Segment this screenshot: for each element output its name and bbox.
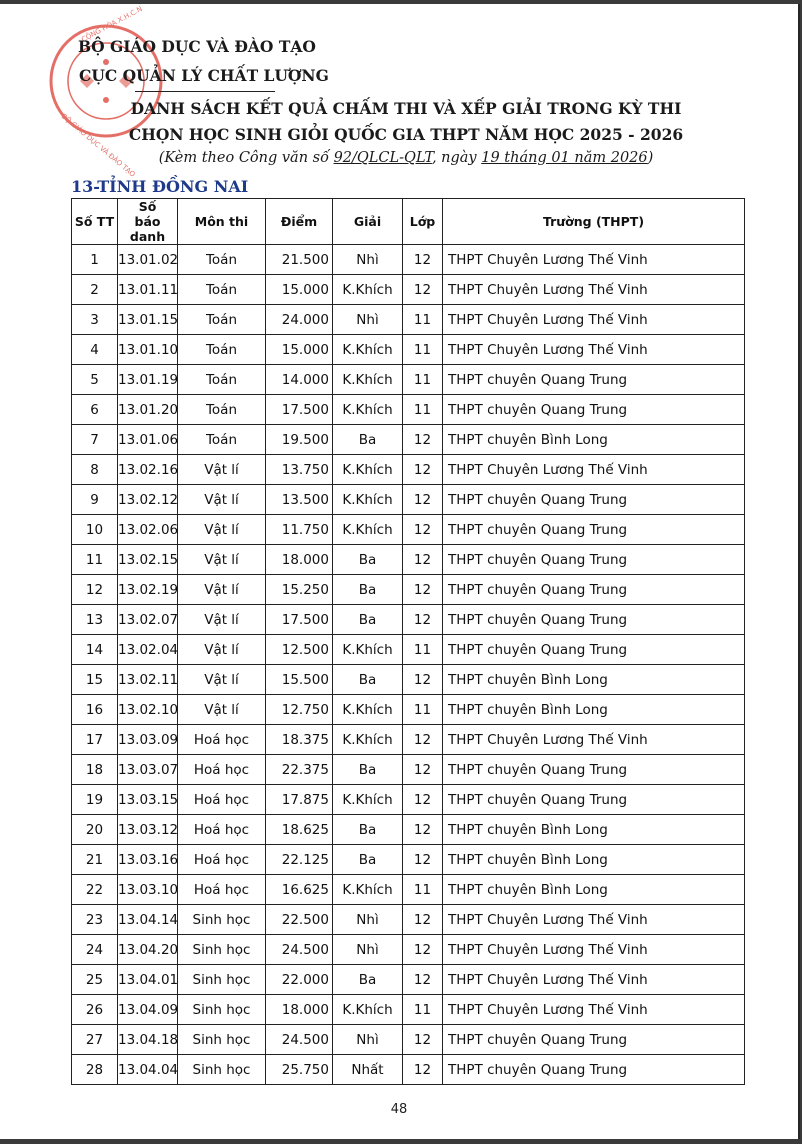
table-row: [72, 965, 745, 995]
cell-award: K.Khích: [333, 275, 403, 305]
table-row: [72, 365, 745, 395]
cell-sbd: 13.01.11: [118, 275, 178, 305]
cell-school: THPT chuyên Quang Trung: [443, 545, 745, 575]
cell-score: 15.250: [266, 575, 333, 605]
table-row: [72, 395, 745, 425]
table-row: [72, 515, 745, 545]
cell-subject: Sinh học: [178, 905, 266, 935]
cell-stt: 6: [72, 395, 118, 425]
cell-school: THPT Chuyên Lương Thế Vinh: [443, 335, 745, 365]
col-header-sbd-line: Số: [138, 199, 157, 214]
cell-subject: Toán: [178, 275, 266, 305]
cell-stt: 8: [72, 455, 118, 485]
cell-grade: 12: [403, 575, 443, 605]
cell-grade: 11: [403, 365, 443, 395]
cell-grade: 12: [403, 1025, 443, 1055]
cell-school: THPT chuyên Bình Long: [443, 845, 745, 875]
cell-grade: 12: [403, 785, 443, 815]
reference-number: 92/QLCL-QLT: [333, 150, 432, 166]
cell-grade: 12: [403, 545, 443, 575]
cell-school: THPT chuyên Bình Long: [443, 425, 745, 455]
cell-grade: 12: [403, 665, 443, 695]
cell-subject: Hoá học: [178, 725, 266, 755]
table-row: [72, 485, 745, 515]
cell-school: THPT chuyên Quang Trung: [443, 395, 745, 425]
table-row: [72, 305, 745, 335]
document-title-line2: CHỌN HỌC SINH GIỎI QUỐC GIA THPT NĂM HỌC 2025 - 2026: [128, 125, 684, 144]
document-page: [0, 4, 800, 1139]
cell-sbd: 13.02.06: [118, 515, 178, 545]
cell-award: Ba: [333, 425, 403, 455]
table-row: [72, 275, 745, 305]
cell-score: 25.750: [266, 1055, 333, 1085]
cell-stt: 14: [72, 635, 118, 665]
cell-grade: 11: [403, 695, 443, 725]
cell-subject: Toán: [178, 305, 266, 335]
cell-sbd: 13.04.18: [118, 1025, 178, 1055]
table-row: [72, 605, 745, 635]
cell-sbd: 13.02.15: [118, 545, 178, 575]
cell-sbd: 13.04.01: [118, 965, 178, 995]
table-row: [72, 245, 745, 275]
cell-stt: 24: [72, 935, 118, 965]
cell-stt: 7: [72, 425, 118, 455]
cell-subject: Hoá học: [178, 875, 266, 905]
col-header-sbd: [118, 199, 178, 245]
cell-award: Ba: [333, 965, 403, 995]
table-row: [72, 1055, 745, 1085]
cell-sbd: 13.04.20: [118, 935, 178, 965]
cell-stt: 26: [72, 995, 118, 1025]
col-header-sbd-line: báo danh: [129, 214, 166, 244]
cell-subject: Vật lí: [178, 665, 266, 695]
cell-sbd: 13.02.07: [118, 605, 178, 635]
cell-score: 18.375: [266, 725, 333, 755]
cell-award: Nhì: [333, 935, 403, 965]
cell-score: 22.375: [266, 755, 333, 785]
cell-school: THPT Chuyên Lương Thế Vinh: [443, 965, 745, 995]
table-row: [72, 815, 745, 845]
cell-school: THPT chuyên Bình Long: [443, 875, 745, 905]
cell-sbd: 13.01.20: [118, 395, 178, 425]
cell-stt: 21: [72, 845, 118, 875]
table-row: [72, 935, 745, 965]
cell-subject: Hoá học: [178, 785, 266, 815]
cell-school: THPT Chuyên Lương Thế Vinh: [443, 245, 745, 275]
cell-score: 18.000: [266, 545, 333, 575]
cell-stt: 10: [72, 515, 118, 545]
cell-stt: 25: [72, 965, 118, 995]
cell-school: THPT chuyên Bình Long: [443, 815, 745, 845]
cell-award: Nhì: [333, 305, 403, 335]
cell-stt: 27: [72, 1025, 118, 1055]
cell-subject: Toán: [178, 395, 266, 425]
cell-award: Ba: [333, 545, 403, 575]
header-underline: [135, 91, 275, 92]
cell-subject: Toán: [178, 335, 266, 365]
reference-date: 19 tháng 01 năm 2026: [481, 150, 648, 166]
cell-sbd: 13.03.09: [118, 725, 178, 755]
cell-school: THPT chuyên Quang Trung: [443, 485, 745, 515]
cell-grade: 12: [403, 935, 443, 965]
table-row: [72, 575, 745, 605]
reference-suffix: ): [647, 150, 654, 166]
cell-award: Ba: [333, 845, 403, 875]
cell-school: THPT Chuyên Lương Thế Vinh: [443, 455, 745, 485]
cell-grade: 11: [403, 335, 443, 365]
cell-stt: 18: [72, 755, 118, 785]
cell-subject: Toán: [178, 425, 266, 455]
cell-school: THPT chuyên Quang Trung: [443, 755, 745, 785]
col-header-school: Trường (THPT): [443, 199, 745, 245]
cell-grade: 12: [403, 725, 443, 755]
cell-award: K.Khích: [333, 635, 403, 665]
table-row: [72, 845, 745, 875]
cell-award: Nhì: [333, 1025, 403, 1055]
cell-grade: 11: [403, 875, 443, 905]
table-header-row: [72, 199, 745, 245]
cell-grade: 12: [403, 965, 443, 995]
cell-school: THPT Chuyên Lương Thế Vinh: [443, 935, 745, 965]
cell-grade: 12: [403, 905, 443, 935]
department-name: CỤC QUẢN LÝ CHẤT LƯỢNG: [79, 66, 329, 85]
table-row: [72, 725, 745, 755]
cell-grade: 11: [403, 995, 443, 1025]
cell-grade: 12: [403, 275, 443, 305]
document-reference: [0, 150, 798, 166]
cell-grade: 12: [403, 515, 443, 545]
ministry-name: BỘ GIÁO DỤC VÀ ĐÀO TẠO: [78, 37, 316, 56]
cell-sbd: 13.03.07: [118, 755, 178, 785]
cell-stt: 1: [72, 245, 118, 275]
table-row: [72, 425, 745, 455]
cell-school: THPT chuyên Bình Long: [443, 665, 745, 695]
cell-stt: 22: [72, 875, 118, 905]
cell-award: Ba: [333, 815, 403, 845]
cell-stt: 3: [72, 305, 118, 335]
cell-award: K.Khích: [333, 365, 403, 395]
cell-score: 13.750: [266, 455, 333, 485]
cell-sbd: 13.02.11: [118, 665, 178, 695]
col-header-score: Điểm: [266, 199, 333, 245]
cell-score: 22.000: [266, 965, 333, 995]
cell-sbd: 13.01.06: [118, 425, 178, 455]
cell-school: THPT Chuyên Lương Thế Vinh: [443, 305, 745, 335]
cell-stt: 5: [72, 365, 118, 395]
cell-award: Ba: [333, 605, 403, 635]
svg-text:BỘ GIÁO DỤC VÀ ĐÀO TẠO: BỘ GIÁO DỤC VÀ ĐÀO TẠO: [59, 112, 137, 179]
cell-sbd: 13.04.09: [118, 995, 178, 1025]
cell-score: 22.500: [266, 905, 333, 935]
cell-school: THPT Chuyên Lương Thế Vinh: [443, 275, 745, 305]
cell-subject: Toán: [178, 245, 266, 275]
col-header-subject: Môn thi: [178, 199, 266, 245]
cell-score: 19.500: [266, 425, 333, 455]
cell-award: K.Khích: [333, 875, 403, 905]
table-row: [72, 545, 745, 575]
cell-sbd: 13.03.16: [118, 845, 178, 875]
cell-subject: Sinh học: [178, 995, 266, 1025]
cell-grade: 12: [403, 425, 443, 455]
cell-grade: 11: [403, 635, 443, 665]
cell-sbd: 13.01.10: [118, 335, 178, 365]
cell-stt: 2: [72, 275, 118, 305]
cell-subject: Vật lí: [178, 545, 266, 575]
cell-award: Nhì: [333, 905, 403, 935]
cell-stt: 4: [72, 335, 118, 365]
cell-stt: 17: [72, 725, 118, 755]
cell-stt: 9: [72, 485, 118, 515]
cell-sbd: 13.04.04: [118, 1055, 178, 1085]
table-row: [72, 1025, 745, 1055]
cell-school: THPT Chuyên Lương Thế Vinh: [443, 995, 745, 1025]
cell-award: K.Khích: [333, 485, 403, 515]
cell-award: K.Khích: [333, 695, 403, 725]
cell-sbd: 13.02.16: [118, 455, 178, 485]
table-row: [72, 335, 745, 365]
cell-school: THPT chuyên Quang Trung: [443, 1025, 745, 1055]
cell-award: K.Khích: [333, 995, 403, 1025]
cell-score: 16.625: [266, 875, 333, 905]
cell-subject: Sinh học: [178, 1025, 266, 1055]
cell-score: 12.500: [266, 635, 333, 665]
cell-subject: Vật lí: [178, 455, 266, 485]
page-number: 48: [390, 1102, 408, 1117]
cell-school: THPT chuyên Quang Trung: [443, 515, 745, 545]
cell-sbd: 13.02.04: [118, 635, 178, 665]
cell-grade: 12: [403, 1055, 443, 1085]
cell-stt: 15: [72, 665, 118, 695]
table-row: [72, 455, 745, 485]
cell-subject: Sinh học: [178, 965, 266, 995]
cell-school: THPT Chuyên Lương Thế Vinh: [443, 725, 745, 755]
results-table: [71, 198, 745, 1085]
cell-score: 15.000: [266, 275, 333, 305]
col-header-stt: Số TT: [72, 199, 118, 245]
cell-grade: 12: [403, 605, 443, 635]
cell-grade: 11: [403, 395, 443, 425]
cell-subject: Vật lí: [178, 695, 266, 725]
cell-stt: 20: [72, 815, 118, 845]
cell-school: THPT chuyên Quang Trung: [443, 1055, 745, 1085]
cell-score: 17.500: [266, 605, 333, 635]
cell-subject: Sinh học: [178, 935, 266, 965]
cell-subject: Vật lí: [178, 485, 266, 515]
cell-award: Ba: [333, 665, 403, 695]
cell-score: 15.000: [266, 335, 333, 365]
table-row: [72, 695, 745, 725]
cell-sbd: 13.02.19: [118, 575, 178, 605]
cell-subject: Hoá học: [178, 815, 266, 845]
cell-sbd: 13.02.10: [118, 695, 178, 725]
cell-stt: 12: [72, 575, 118, 605]
cell-score: 12.750: [266, 695, 333, 725]
cell-grade: 12: [403, 845, 443, 875]
cell-award: Nhất: [333, 1055, 403, 1085]
cell-stt: 28: [72, 1055, 118, 1085]
cell-school: THPT chuyên Quang Trung: [443, 635, 745, 665]
cell-sbd: 13.02.12: [118, 485, 178, 515]
cell-award: K.Khích: [333, 785, 403, 815]
cell-stt: 19: [72, 785, 118, 815]
reference-mid: , ngày: [431, 150, 482, 166]
province-heading: 13-TỈNH ĐỒNG NAI: [71, 177, 249, 196]
cell-subject: Vật lí: [178, 515, 266, 545]
cell-score: 22.125: [266, 845, 333, 875]
cell-sbd: 13.03.12: [118, 815, 178, 845]
cell-award: Ba: [333, 575, 403, 605]
table-row: [72, 875, 745, 905]
cell-school: THPT chuyên Bình Long: [443, 695, 745, 725]
cell-score: 17.875: [266, 785, 333, 815]
cell-grade: 12: [403, 755, 443, 785]
cell-subject: Vật lí: [178, 575, 266, 605]
cell-score: 18.000: [266, 995, 333, 1025]
cell-sbd: 13.01.15: [118, 305, 178, 335]
table-row: [72, 635, 745, 665]
cell-sbd: 13.03.10: [118, 875, 178, 905]
cell-school: THPT chuyên Quang Trung: [443, 365, 745, 395]
cell-award: K.Khích: [333, 455, 403, 485]
cell-sbd: 13.01.02: [118, 245, 178, 275]
cell-award: K.Khích: [333, 515, 403, 545]
cell-score: 13.500: [266, 485, 333, 515]
cell-award: K.Khích: [333, 395, 403, 425]
table-row: [72, 995, 745, 1025]
cell-subject: Sinh học: [178, 1055, 266, 1085]
cell-subject: Toán: [178, 365, 266, 395]
reference-prefix: (Kèm theo Công văn số: [158, 150, 334, 166]
cell-grade: 12: [403, 485, 443, 515]
cell-score: 17.500: [266, 395, 333, 425]
document-title-line1: DANH SÁCH KẾT QUẢ CHẤM THI VÀ XẾP GIẢI TRONG KỲ THI: [130, 99, 682, 118]
cell-score: 21.500: [266, 245, 333, 275]
cell-school: THPT chuyên Quang Trung: [443, 785, 745, 815]
cell-stt: 13: [72, 605, 118, 635]
cell-award: K.Khích: [333, 725, 403, 755]
cell-sbd: 13.01.19: [118, 365, 178, 395]
cell-school: THPT chuyên Quang Trung: [443, 605, 745, 635]
cell-school: THPT chuyên Quang Trung: [443, 575, 745, 605]
svg-text:CỘNG HÒA X.H.C.N: CỘNG HÒA X.H.C.N: [80, 4, 144, 44]
cell-grade: 11: [403, 305, 443, 335]
col-header-grade: Lớp: [403, 199, 443, 245]
cell-subject: Hoá học: [178, 755, 266, 785]
table-row: [72, 665, 745, 695]
cell-subject: Hoá học: [178, 845, 266, 875]
cell-award: Ba: [333, 755, 403, 785]
cell-sbd: 13.03.15: [118, 785, 178, 815]
cell-score: 11.750: [266, 515, 333, 545]
cell-score: 18.625: [266, 815, 333, 845]
cell-grade: 12: [403, 815, 443, 845]
cell-sbd: 13.04.14: [118, 905, 178, 935]
cell-score: 24.500: [266, 1025, 333, 1055]
table-row: [72, 785, 745, 815]
cell-stt: 16: [72, 695, 118, 725]
cell-award: Nhì: [333, 245, 403, 275]
cell-subject: Vật lí: [178, 605, 266, 635]
col-header-award: Giải: [333, 199, 403, 245]
cell-score: 24.500: [266, 935, 333, 965]
cell-award: K.Khích: [333, 335, 403, 365]
table-row: [72, 755, 745, 785]
cell-stt: 23: [72, 905, 118, 935]
cell-score: 24.000: [266, 305, 333, 335]
cell-school: THPT Chuyên Lương Thế Vinh: [443, 905, 745, 935]
cell-grade: 12: [403, 245, 443, 275]
cell-stt: 11: [72, 545, 118, 575]
cell-subject: Vật lí: [178, 635, 266, 665]
cell-score: 14.000: [266, 365, 333, 395]
cell-grade: 12: [403, 455, 443, 485]
cell-score: 15.500: [266, 665, 333, 695]
table-row: [72, 905, 745, 935]
